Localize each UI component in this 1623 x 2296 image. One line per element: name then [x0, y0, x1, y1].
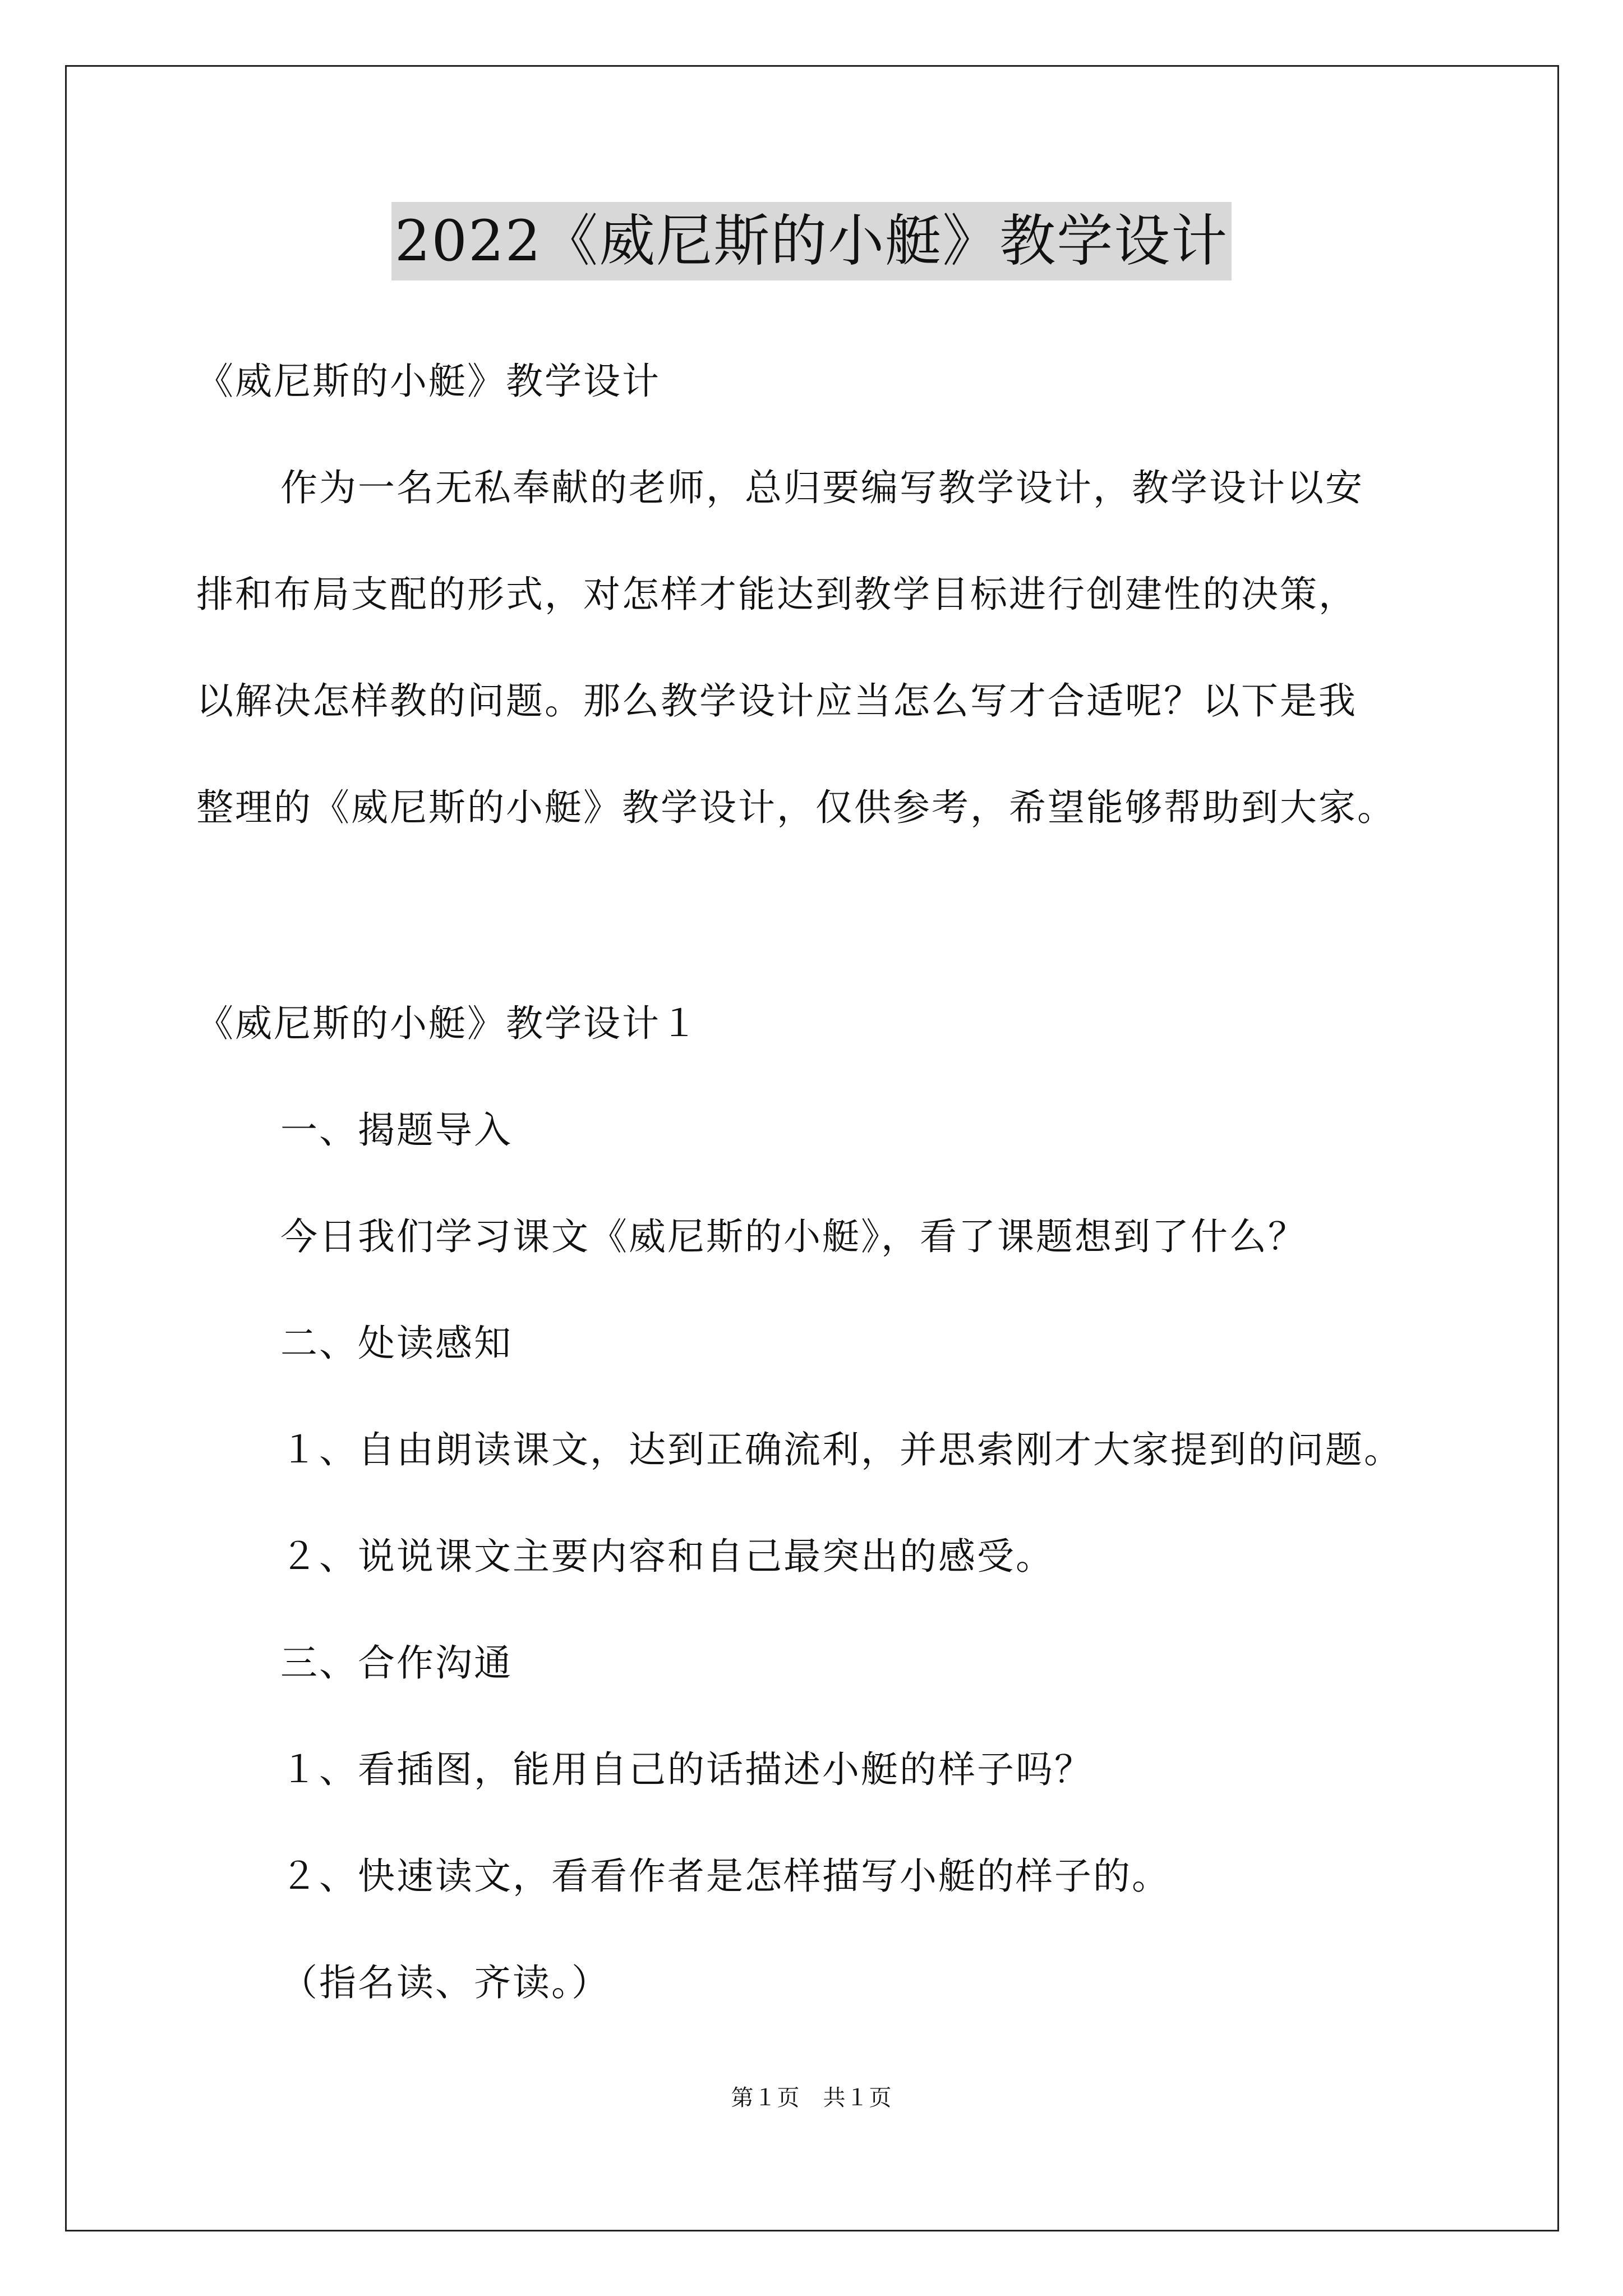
- document-subtitle: 《威尼斯的小艇》教学设计: [196, 360, 661, 403]
- intro-line-4: 整理的《威尼斯的小艇》教学设计，仅供参考，希望能够帮助到大家。: [196, 786, 1396, 829]
- body-line-7: １、看插图，能用自己的话描述小艇的样子吗？: [280, 1748, 1093, 1791]
- page-footer: 第１页 共１页: [731, 2085, 892, 2111]
- section-heading: 《威尼斯的小艇》教学设计１: [196, 1002, 699, 1045]
- body-line-3: 二、处读感知: [280, 1322, 513, 1365]
- body-line-2: 今日我们学习课文《威尼斯的小艇》，看了课题想到了什么？: [280, 1215, 1307, 1258]
- body-line-9: （指名读、齐读。）: [280, 1961, 610, 2004]
- body-line-4: １、自由朗读课文，达到正确流利，并思索刚才大家提到的问题。: [280, 1428, 1403, 1471]
- document-title: 2022《威尼斯的小艇》教学设计: [391, 202, 1232, 280]
- body-line-1: 一、揭题导入: [280, 1108, 513, 1152]
- intro-line-2: 排和布局支配的形式，对怎样才能达到教学目标进行创建性的决策，: [196, 573, 1357, 616]
- body-line-6: 三、合作沟通: [280, 1641, 513, 1685]
- document-title-container: [0, 202, 1623, 280]
- intro-line-3: 以解决怎样教的问题。那么教学设计应当怎么写才合适呢？以下是我: [196, 679, 1357, 723]
- intro-line-1: 作为一名无私奉献的老师，总归要编写教学设计，教学设计以安: [280, 466, 1364, 509]
- body-line-5: ２、说说课文主要内容和自己最突出的感受。: [280, 1535, 1054, 1578]
- body-line-8: ２、快速读文，看看作者是怎样描写小艇的样子的。: [280, 1855, 1170, 1898]
